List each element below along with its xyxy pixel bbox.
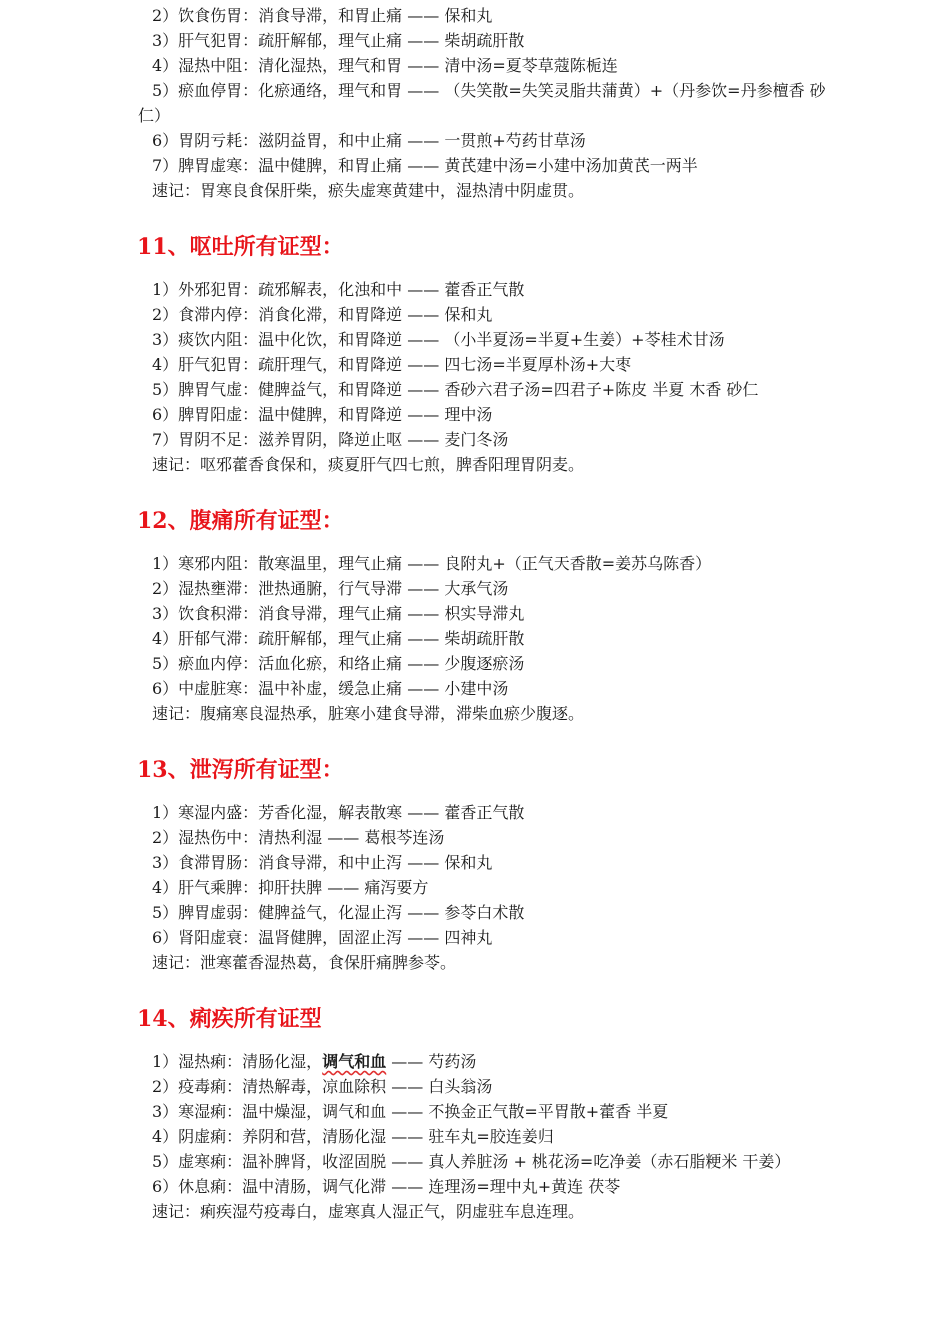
list-item: 6）脾胃阳虚：温中健脾，和胃降逆 —— 理中汤 — [152, 405, 493, 424]
underlined-phrase: 调气和血 — [322, 1052, 387, 1071]
list-item: 2）食滞内停：消食化滞，和胃降逆 —— 保和丸 — [152, 305, 493, 324]
list-item: 3）肝气犯胃：疏肝解郁，理气止痛 —— 柴胡疏肝散 — [152, 31, 525, 50]
list-item-continuation: 仁） — [138, 106, 171, 125]
memo-line: 速记：痢疾湿芍疫毒白，虚寒真人湿正气，阴虚驻车息连理。 — [152, 1202, 585, 1221]
list-item: 5）瘀血内停：活血化瘀，和络止痛 —— 少腹逐瘀汤 — [152, 654, 525, 673]
list-item: 1）寒湿内盛：芳香化湿，解表散寒 —— 藿香正气散 — [152, 803, 525, 822]
list-item: 4）肝气犯胃：疏肝理气，和胃降逆 —— 四七汤=半夏厚朴汤+大枣 — [152, 355, 632, 374]
list-item: 3）食滞胃肠：消食导滞，和中止泻 —— 保和丸 — [152, 853, 493, 872]
list-item: 4）湿热中阻：清化湿热，理气和胃 —— 清中汤=夏苓草蔻陈栀连 — [152, 56, 618, 75]
list-item: 6）休息痢：温中清肠，调气化滞 —— 连理汤=理中丸+黄连 茯苓 — [152, 1177, 621, 1196]
section-heading: 11、呕吐所有证型： — [137, 234, 344, 260]
section-heading: 14、痢疾所有证型 — [137, 1006, 322, 1032]
list-item: 2）饮食伤胃：消食导滞，和胃止痛 —— 保和丸 — [152, 6, 493, 25]
list-item: 6）胃阴亏耗：滋阴益胃，和中止痛 —— 一贯煎+芍药甘草汤 — [152, 131, 586, 150]
list-item: 2）湿热伤中：清热利湿 —— 葛根芩连汤 — [152, 828, 445, 847]
list-item: 2）湿热壅滞：泄热通腑，行气导滞 —— 大承气汤 — [152, 579, 509, 598]
list-item — [152, 1051, 476, 1073]
memo-line: 速记：胃寒良食保肝柴，瘀失虚寒黄建中，湿热清中阴虚贯。 — [152, 181, 585, 200]
memo-line: 速记：腹痛寒良湿热承，脏寒小建食导滞，滞柴血瘀少腹逐。 — [152, 704, 585, 723]
list-item: 6）肾阳虚衰：温肾健脾，固涩止泻 —— 四神丸 — [152, 928, 493, 947]
memo-line: 速记：泄寒藿香湿热葛，食保肝痛脾参苓。 — [152, 953, 457, 972]
list-item: 3）痰饮内阻：温中化饮，和胃降逆 —— （小半夏汤=半夏+生姜）+苓桂术甘汤 — [152, 330, 725, 349]
memo-line: 速记：呕邪藿香食保和，痰夏肝气四七煎，脾香阳理胃阴麦。 — [152, 455, 585, 474]
list-item: 7）胃阴不足：滋养胃阴，降逆止呕 —— 麦门冬汤 — [152, 430, 509, 449]
list-item: 5）虚寒痢：温补脾肾，收涩固脱 —— 真人养脏汤 + 桃花汤=吃净姜（赤石脂粳米 干姜） — [152, 1152, 791, 1171]
list-item: 4）阴虚痢：养阴和营，清肠化湿 —— 驻车丸=胶连姜归 — [152, 1127, 554, 1146]
list-item: 1）外邪犯胃：疏邪解表，化浊和中 —— 藿香正气散 — [152, 280, 525, 299]
list-item: 4）肝气乘脾：抑肝扶脾 —— 痛泻要方 — [152, 878, 429, 897]
list-item: 1）寒邪内阻：散寒温里，理气止痛 —— 良附丸+（正气天香散=姜苏乌陈香） — [152, 554, 712, 573]
list-item: 3）寒湿痢：温中燥湿，调气和血 —— 不换金正气散=平胃散+藿香 半夏 — [152, 1102, 669, 1121]
list-item: 3）饮食积滞：消食导滞，理气止痛 —— 枳实导滞丸 — [152, 604, 525, 623]
section-heading: 13、泄泻所有证型： — [137, 757, 344, 783]
list-item-text: —— 芍药汤 — [386, 1052, 477, 1071]
list-item: 5）瘀血停胃：化瘀通络，理气和胃 —— （失笑散=失笑灵脂共蒲黄）+（丹参饮=丹参檀香 砂 — [152, 81, 826, 100]
list-item: 5）脾胃虚弱：健脾益气，化湿止泻 —— 参苓白术散 — [152, 903, 525, 922]
list-item: 4）肝郁气滞：疏肝解郁，理气止痛 —— 柴胡疏肝散 — [152, 629, 525, 648]
list-item: 6）中虚脏寒：温中补虚，缓急止痛 —— 小建中汤 — [152, 679, 509, 698]
section-heading: 12、腹痛所有证型： — [137, 508, 344, 534]
list-item: 7）脾胃虚寒：温中健脾，和胃止痛 —— 黄芪建中汤=小建中汤加黄芪一两半 — [152, 156, 698, 175]
list-item: 2）疫毒痢：清热解毒，凉血除积 —— 白头翁汤 — [152, 1077, 493, 1096]
list-item: 5）脾胃气虚：健脾益气，和胃降逆 —— 香砂六君子汤=四君子+陈皮 半夏 木香 砂仁 — [152, 380, 759, 399]
list-item-text: 1）湿热痢：清肠化湿， — [152, 1052, 323, 1071]
